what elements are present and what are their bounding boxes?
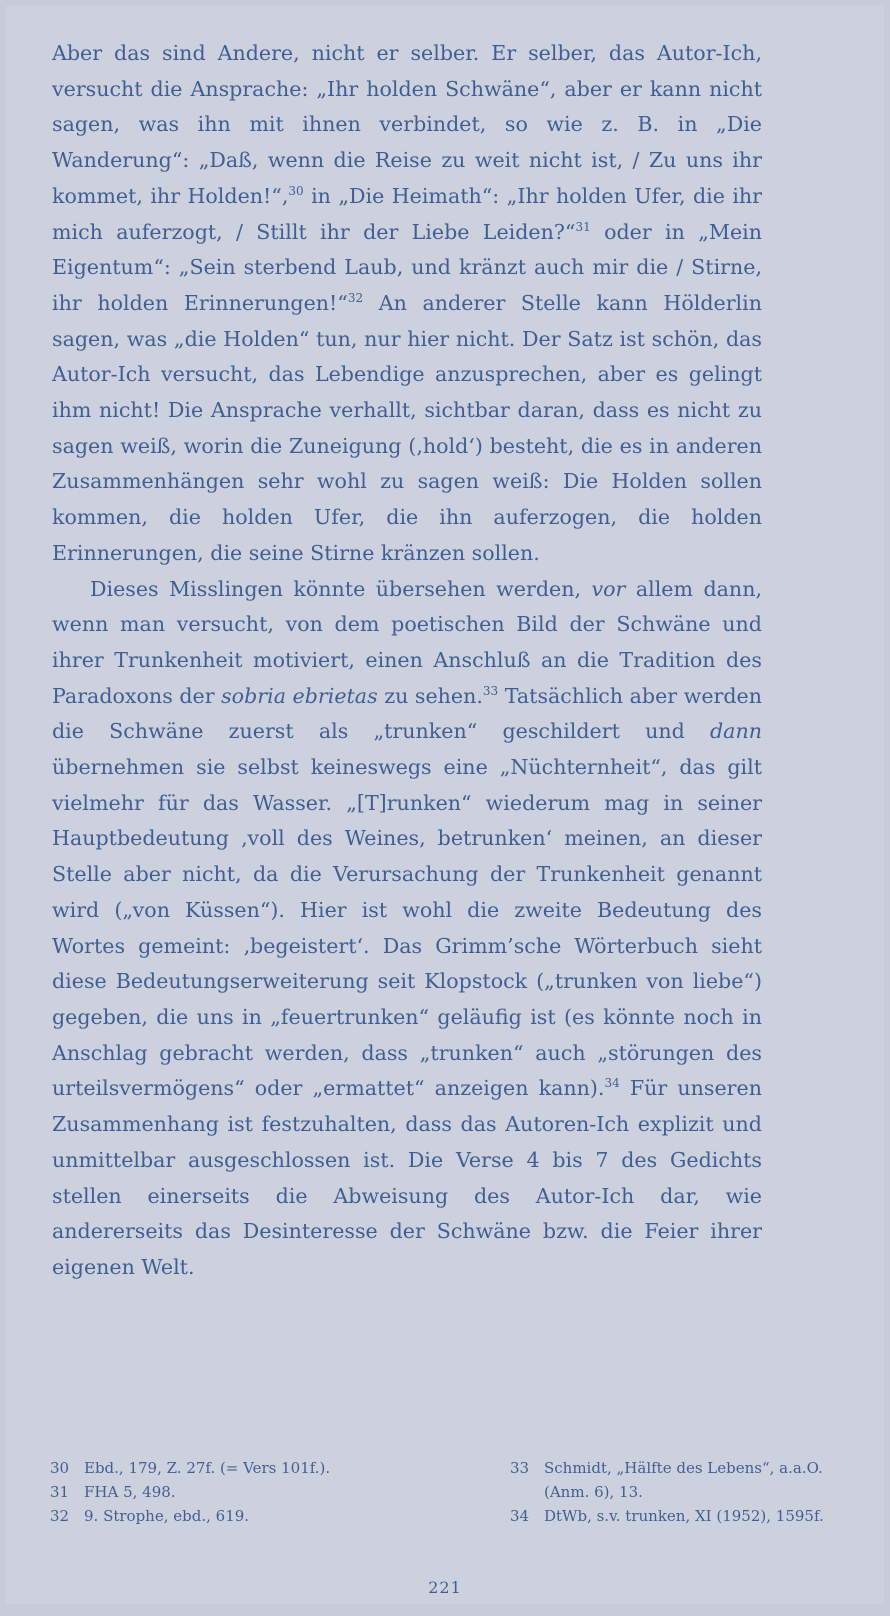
footnote-text: 9. Strophe, ebd., 619.	[84, 1507, 250, 1525]
footnote-number: 30	[50, 1459, 70, 1477]
footnote-text: Ebd., 179, Z. 27f. (= Vers 101f.).	[84, 1459, 331, 1477]
footnotes-right-column	[510, 1456, 860, 1528]
footnote-number: 34	[510, 1507, 530, 1525]
text-run: zu sehen.	[377, 683, 483, 708]
footnote-text: Schmidt, „Hälfte des Lebens“, a.a.O. (Anm. 6), 13.	[544, 1459, 823, 1501]
text-run: An anderer Stelle kann Hölderlin sagen, was „die Holden“ tun, nur hier nicht. Der Satz ist schön, das Autor-Ich versucht, das Lebendige anzusprechen, aber es gelingt ihm nicht! Die Ansprache verhallt, sichtbar daran, dass es nicht zu sagen weiß, worin die Zuneigung (‚hold‘) besteht, die es in anderen Zusammenhängen sehr wohl zu sagen weiß: Die Holden sollen kommen, die holden Ufer, die ihn auferzogen, die holden Erinnerungen, die seine Stirne kränzen sollen.	[52, 290, 762, 565]
paragraph-2	[52, 572, 762, 1286]
text-run: Für unseren Zusammenhang ist festzuhalten, dass das Autoren-Ich explizit und unmittelbar ausgeschlossen ist. Die Verse 4 bis 7 des Gedichts stellen einerseits die Abweisung des Autor-Ich dar, wie andererseits das Desinteresse der Schwäne bzw. die Feier ihrer eigenen Welt.	[52, 1076, 762, 1279]
italic-text: sobria ebrietas	[221, 683, 378, 708]
footnote-ref: 32	[347, 290, 364, 305]
footnote-number: 33	[510, 1459, 530, 1477]
footnote	[50, 1504, 430, 1528]
paragraph-1	[52, 36, 762, 572]
footnote-ref: 30	[288, 183, 304, 198]
footnotes	[50, 1456, 860, 1528]
footnote	[50, 1480, 430, 1504]
footnote-number: 32	[50, 1507, 70, 1525]
text-run: allem dann, wenn man versucht, von dem poetischen Bild der Schwäne und ihrer Trunkenheit motiviert, einen Anschluß an die Tradition des Paradoxons der	[52, 576, 763, 708]
text-run: übernehmen sie selbst keineswegs eine „Nüchternheit“, das gilt vielmehr für das Wasser. „[T]runken“ wiederum mag in seiner Hauptbedeutung ‚voll des Weines, betrunken‘ meinen, an dieser Stelle aber nicht, da die Verursachung der Trunkenheit genannt wird („von Küssen“). Hier ist wohl die zweite Bedeutung des Wortes gemeint: ‚begeistert‘. Das Grimm’sche Wörterbuch sieht diese Bedeutungserweiterung seit Klopstock („trunken von liebe“) gegeben, die uns in „feuertrunken“ geläufig ist (es könnte noch in Anschlag gebracht werden, dass „trunken“ auch „störungen des urteilsvermögens“ oder „ermattet“ anzeigen kann).	[52, 755, 762, 1101]
footnote-ref: 34	[604, 1076, 620, 1091]
footnote-text: FHA 5, 498.	[84, 1483, 176, 1501]
footnote-number: 31	[50, 1483, 70, 1501]
footnote	[50, 1456, 430, 1480]
text-run: Tatsächlich aber werden die Schwäne zuerst als „trunken“ geschildert und	[52, 683, 762, 744]
text-run: Aber das sind Andere, nicht er selber. Er selber, das Autor-Ich, versucht die Ansprache: „Ihr holden Schwäne“, aber er kann nicht sagen, was ihn mit ihnen verbindet, so wie z. B. in „Die Wanderung“: „Daß, wenn die Reise zu weit nicht ist, / Zu uns ihr kommet, ihr Holden!“,	[52, 41, 762, 208]
body-text	[52, 36, 762, 1286]
text-run: in „Die Heimath“: „Ihr holden Ufer, die ihr mich auferzogt, / Stillt ihr der Liebe Leiden?“	[52, 183, 763, 244]
italic-text: vor	[591, 576, 626, 601]
text-run: Dieses Misslingen könnte übersehen werden,	[90, 576, 592, 601]
italic-text: dann	[710, 719, 762, 744]
footnotes-left-column	[50, 1456, 430, 1528]
footnote-text: DtWb, s.v. trunken, XI (1952), 1595f.	[544, 1507, 824, 1525]
book-page	[6, 6, 884, 1604]
text-run: oder in „Mein Eigentum“: „Sein sterbend Laub, und kränzt auch mir die / Stirne, ihr holden Erinnerungen!“	[52, 219, 762, 315]
footnote	[510, 1456, 860, 1504]
footnote-ref: 31	[575, 219, 591, 234]
footnote-ref: 33	[482, 683, 499, 698]
footnote	[510, 1504, 860, 1528]
page-number: 221	[428, 1578, 462, 1597]
